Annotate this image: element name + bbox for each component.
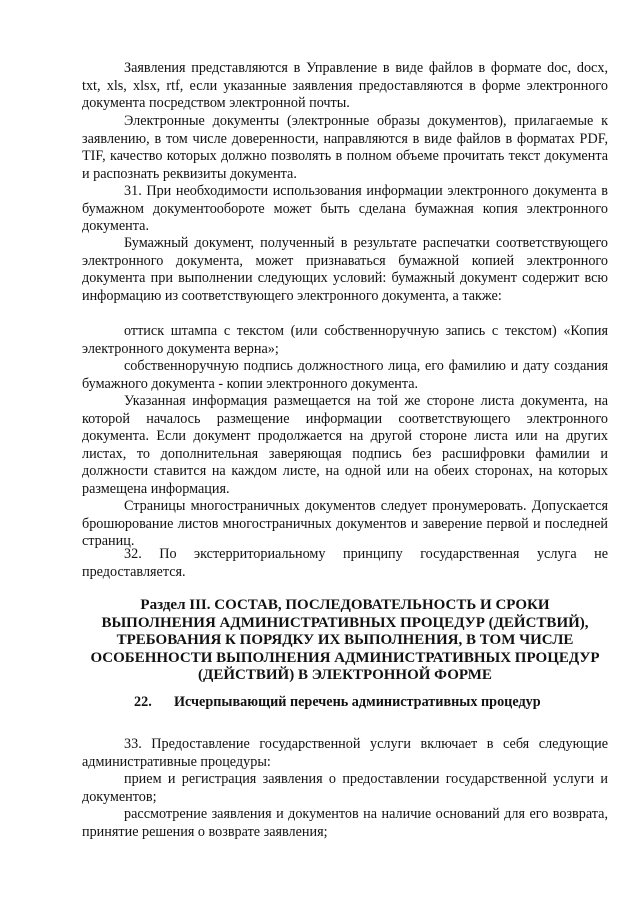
paragraph-33: 33. Предоставление государственной услуги включает в себя следующие административные процедуры: <box>82 736 608 770</box>
paragraph-31: 31. При необходимости использования информации электронного документа в бумажном документообороте может быть сделана бумажная копия электронного документа. <box>82 183 608 235</box>
list-item-review: рассмотрение заявления и документов на наличие оснований для его возврата, принятие решения о возврате заявления; <box>82 806 608 840</box>
paragraph-placement: Указанная информация размещается на той же стороне листа документа, на которой началось размещение информации соответствующего электронного документа. Если документ продолжается на другой стороне листа или на других листах, то дополнительная заверяющая подпись без расшифровки фамилии и должности ставится на каждом листе, на одной или на обеих сторонах, на которых размещена информация. <box>82 393 608 497</box>
paragraph-signature: собственноручную подпись должностного лица, его фамилию и дату создания бумажного документа - копии электронного документа. <box>82 358 608 392</box>
subsection-number: 22. <box>134 694 152 710</box>
paragraph-stamp: оттиск штампа с текстом (или собственноручную запись с текстом) «Копия электронного документа верна»; <box>82 323 608 357</box>
paragraph-file-formats: Заявления представляются в Управление в виде файлов в формате doc, docx, txt, xls, xlsx, rtf, если указанные заявления предоставляются в форме электронного документа посредством электронной почты. <box>82 60 608 112</box>
list-item-reception: прием и регистрация заявления о предоставлении государственной услуги и документов; <box>82 771 608 805</box>
section-heading: Раздел III. СОСТАВ, ПОСЛЕДОВАТЕЛЬНОСТЬ И СРОКИ ВЫПОЛНЕНИЯ АДМИНИСТРАТИВНЫХ ПРОЦЕДУР (ДЕЙСТВИЙ), ТРЕБОВАНИЯ К ПОРЯДКУ ИХ ВЫПОЛНЕНИЯ, В ТОМ ЧИСЛЕ ОСОБЕННОСТИ ВЫПОЛНЕНИЯ АДМИНИСТРАТИВНЫХ ПРОЦЕДУР (ДЕЙСТВИЙ) В ЭЛЕКТРОННОЙ ФОРМЕ <box>90 597 600 684</box>
paragraph-32: 32. По экстерриториальному принципу государственная услуга не предоставляется. <box>82 546 608 580</box>
paragraph-page-numbering: Страницы многостраничных документов следует пронумеровать. Допускается брошюрование листов многостраничных документов и заверение первой и последней страниц. <box>82 498 608 550</box>
paragraph-paper-copy: Бумажный документ, полученный в результате распечатки соответствующего электронного документа, может признаваться бумажной копией электронного документа при выполнении следующих условий: бумажный документ содержит всю информацию из соответствующего электронного документа, а также: <box>82 235 608 304</box>
paragraph-electronic-documents: Электронные документы (электронные образы документов), прилагаемые к заявлению, в том числе доверенности, направляются в виде файлов в форматах PDF, TIF, качество которых должно позволять в полном объеме прочитать текст документа и распознать реквизиты документа. <box>82 113 608 182</box>
subsection-title: Исчерпывающий перечень административных процедур <box>174 694 541 710</box>
